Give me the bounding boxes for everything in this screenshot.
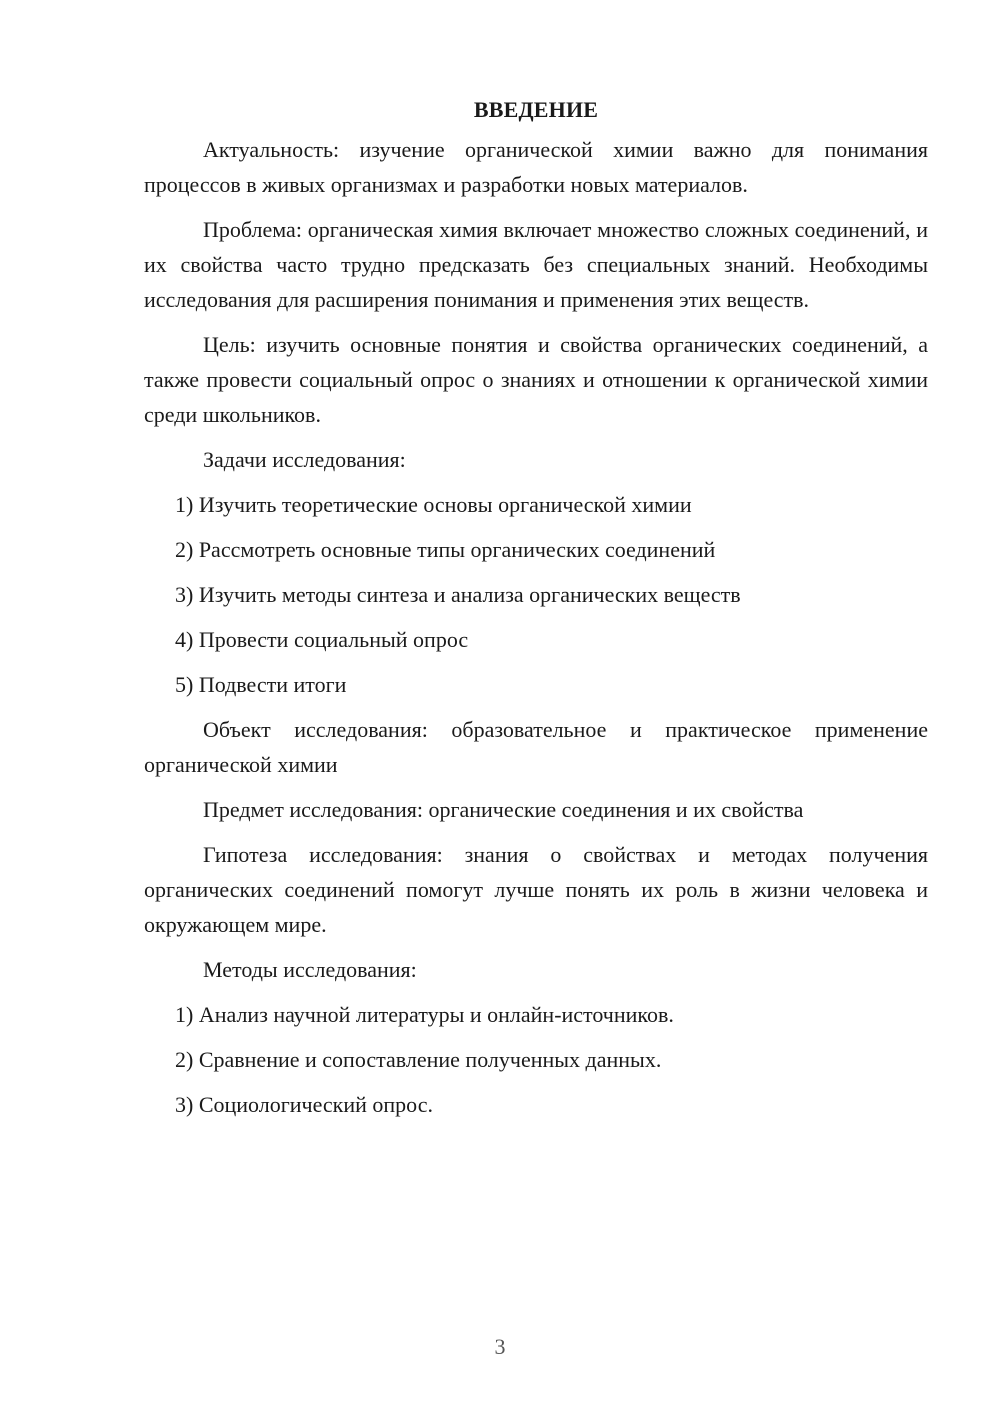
paragraph-goal: Цель: изучить основные понятия и свойства органических соединений, а также провести социальный опрос о знаниях и отношении к органической химии среди школьников. [144,332,928,427]
list-item: 3) Изучить методы синтеза и анализа органических веществ [175,582,741,607]
paragraph-object: Объект исследования: образовательное и практическое применение органической химии [144,717,928,777]
list-item: 4) Провести социальный опрос [175,627,469,652]
page-number: 3 [494,1334,506,1359]
paragraph-methods-heading: Методы исследования: [203,957,417,982]
section-title: ВВЕДЕНИЕ [473,97,599,122]
list-item: 5) Подвести итоги [175,672,347,697]
list-item: 3) Социологический опрос. [175,1092,433,1117]
paragraph-subject: Предмет исследования: органические соединения и их свойства [203,797,804,822]
document-page [144,92,928,1132]
list-item: 2) Рассмотреть основные типы органических соединений [175,537,716,562]
paragraph-tasks-heading: Задачи исследования: [203,447,406,472]
paragraph-hypothesis: Гипотеза исследования: знания о свойствах и методах получения органических соединений помогут лучше понять их роль в жизни человека и окружающем мире. [144,842,928,937]
list-item: 1) Изучить теоретические основы органической химии [175,492,692,517]
methods-list [144,997,928,1122]
tasks-list [144,487,928,702]
list-item: 1) Анализ научной литературы и онлайн-источников. [175,1002,674,1027]
paragraph-relevance: Актуальность: изучение органической химии важно для понимания процессов в живых организмах и разработки новых материалов. [144,137,928,197]
list-item: 2) Сравнение и сопоставление полученных данных. [175,1047,662,1072]
paragraph-problem: Проблема: органическая химия включает множество сложных соединений, и их свойства часто трудно предсказать без специальных знаний. Необходимы исследования для расширения понимания и применения этих веществ. [144,217,928,312]
